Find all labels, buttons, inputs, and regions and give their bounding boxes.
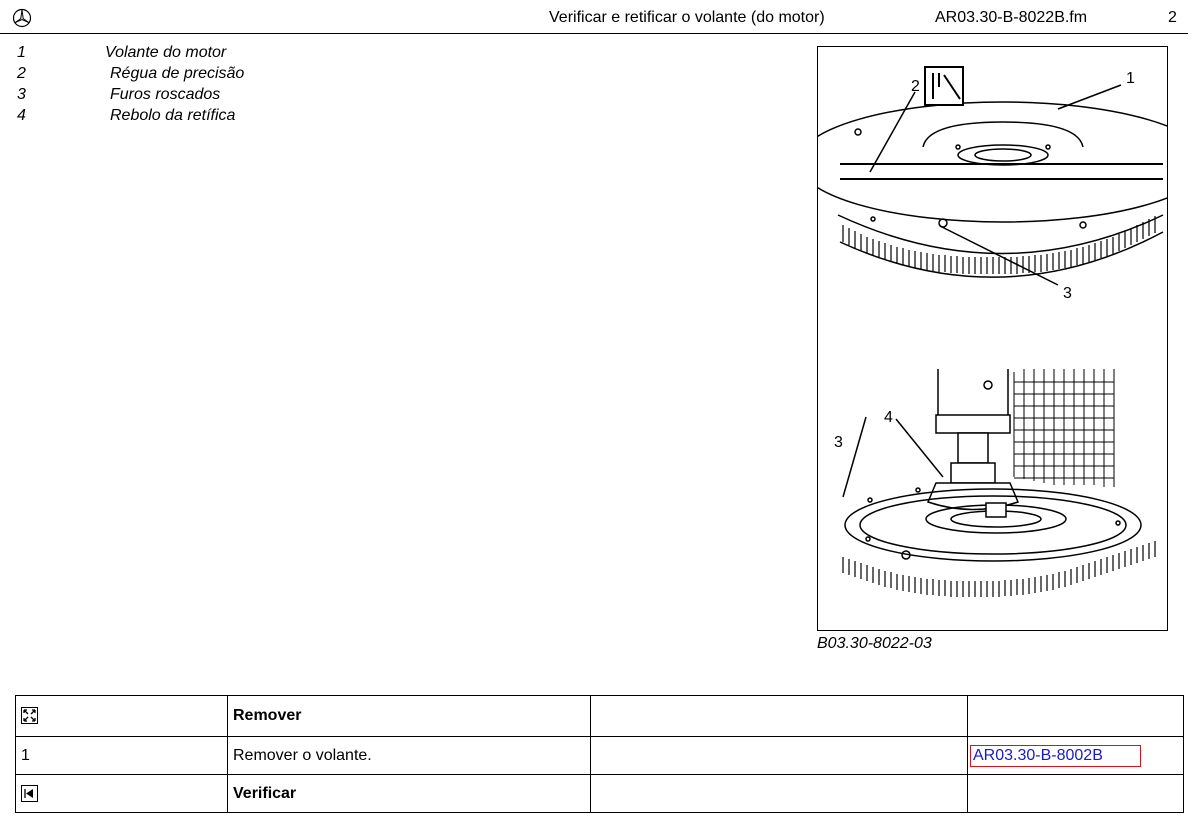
document-filename: AR03.30-B-8022B.fm — [935, 9, 1088, 26]
remove-icon — [21, 707, 38, 724]
table-cell: Remover — [228, 696, 591, 737]
mercedes-star-icon — [12, 8, 32, 28]
page-number: 2 — [1168, 9, 1177, 26]
legend-item — [17, 44, 317, 65]
table-row — [16, 775, 1184, 813]
table-cell — [16, 775, 228, 813]
check-icon — [21, 785, 38, 802]
table-row — [16, 737, 1184, 775]
special-tool-icon — [925, 67, 963, 105]
legend-number: 4 — [17, 107, 26, 124]
legend-item — [17, 107, 317, 128]
table-cell — [591, 696, 968, 737]
step-number: 1 — [16, 737, 228, 775]
flywheel-rim — [838, 215, 1163, 254]
lower-ring-gear-teeth — [843, 541, 1155, 597]
figure-caption: B03.30-8022-03 — [817, 635, 932, 652]
table-cell — [968, 775, 1184, 813]
reference-link[interactable]: AR03.30-B-8002B — [970, 745, 1141, 767]
legend-item — [17, 86, 317, 107]
page-header — [0, 0, 1188, 34]
table-cell — [591, 737, 968, 775]
callout-1: 1 — [1126, 70, 1135, 87]
ring-gear-teeth — [843, 216, 1155, 274]
grid-backdrop — [1014, 369, 1114, 487]
step-text: Remover o volante. — [228, 737, 591, 775]
legend-text: Régua de precisão — [110, 65, 245, 82]
legend-text: Rebolo da retífica — [110, 107, 236, 124]
flywheel-drawing — [818, 47, 1168, 631]
legend-number: 2 — [17, 65, 26, 82]
callout-4: 4 — [884, 409, 893, 426]
figure-legend — [17, 44, 317, 128]
table-row — [16, 696, 1184, 737]
callout-2: 2 — [911, 78, 920, 95]
table-cell — [16, 696, 228, 737]
legend-text: Furos roscados — [110, 86, 221, 103]
flywheel-top-outline — [818, 102, 1168, 222]
callout-3-bottom: 3 — [834, 434, 843, 451]
table-cell — [968, 696, 1184, 737]
table-cell: Verificar — [228, 775, 591, 813]
legend-item — [17, 65, 317, 86]
grinder-spindle — [938, 369, 1008, 417]
legend-number: 1 — [17, 44, 26, 61]
procedure-table — [15, 695, 1184, 813]
document-title: Verificar e retificar o volante (do motor) — [549, 9, 825, 26]
table-cell — [591, 775, 968, 813]
table-cell — [968, 737, 1184, 775]
legend-text: Volante do motor — [105, 44, 227, 61]
legend-number: 3 — [17, 86, 26, 103]
flywheel-hub — [923, 122, 1083, 147]
callout-3-top: 3 — [1063, 285, 1072, 302]
flywheel-illustration — [817, 46, 1168, 631]
